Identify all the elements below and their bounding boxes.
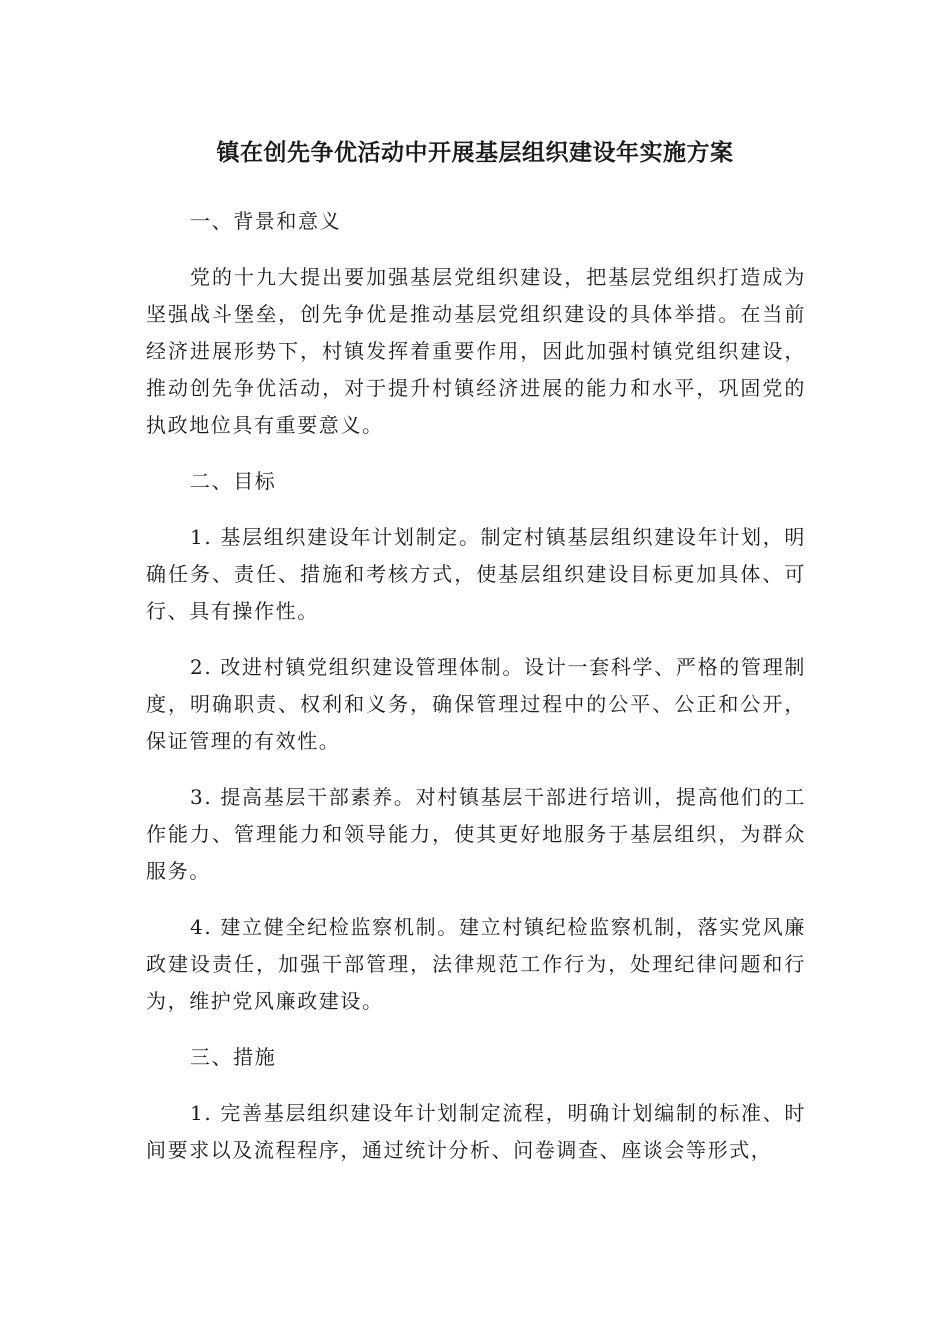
section-heading-background: 一、背景和意义	[190, 209, 342, 233]
paragraph-background: 党的十九大提出要加强基层党组织建设，把基层党组织打造成为坚强战斗堡垒，创先争优是推动基层党组织建设的具体举措。在当前经济进展形势下，村镇发挥着重要作用，因此加强村镇党组织建设，推动创先争优活动，对于提升村镇经济进展的能力和水平，巩固党的执政地位具有重要意义。	[146, 265, 806, 437]
paragraph-goal-3: 3. 提高基层干部素养。对村镇基层干部进行培训，提高他们的工作能力、管理能力和领导能力，使其更好地服务于基层组织，为群众服务。	[146, 785, 806, 883]
document-body	[146, 203, 806, 1169]
paragraph-measure-1: 1. 完善基层组织建设年计划制定流程，明确计划编制的标准、时间要求以及流程程序，通过统计分析、问卷调查、座谈会等形式，	[146, 1101, 806, 1162]
paragraph-goal-1: 1. 基层组织建设年计划制定。制定村镇基层组织建设年计划，明确任务、责任、措施和考核方式，使基层组织建设目标更加具体、可行、具有操作性。	[146, 525, 806, 623]
section-heading-goals: 二、目标	[190, 469, 277, 493]
section-heading-measures: 三、措施	[190, 1045, 277, 1069]
document-title: 镇在创先争优活动中开展基层组织建设年实施方案	[216, 140, 734, 166]
paragraph-goal-4: 4. 建立健全纪检监察机制。建立村镇纪检监察机制，落实党风廉政建设责任，加强干部管理，法律规范工作行为，处理纪律问题和行为，维护党风廉政建设。	[146, 915, 806, 1013]
paragraph-goal-2: 2. 改进村镇党组织建设管理体制。设计一套科学、严格的管理制度，明确职责、权利和义务，确保管理过程中的公平、公正和公开，保证管理的有效性。	[146, 655, 806, 753]
